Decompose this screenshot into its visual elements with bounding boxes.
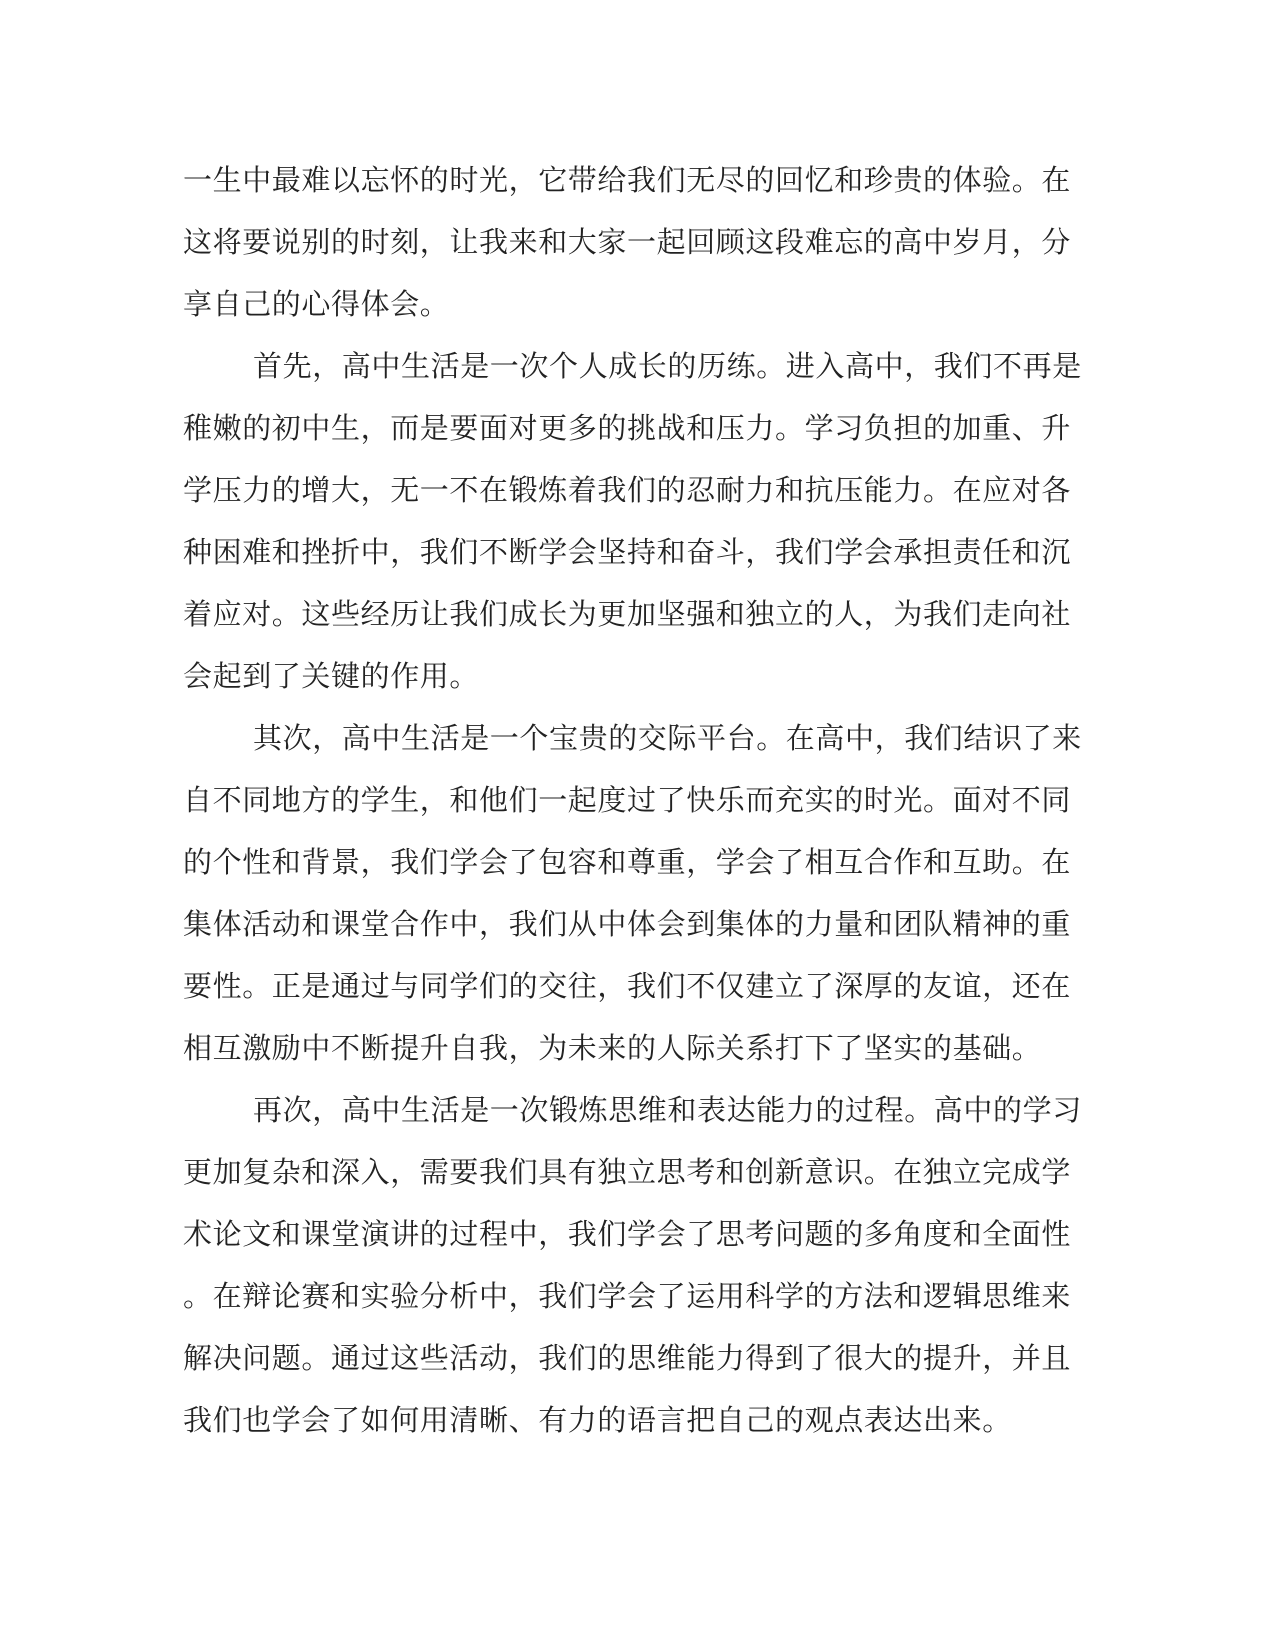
- text-line: 会起到了关键的作用。: [183, 659, 480, 693]
- text-line: 相互激励中不断提升自我，为未来的人际关系打下了坚实的基础。: [183, 1031, 1042, 1065]
- text-line: 着应对。这些经历让我们成长为更加坚强和独立的人，为我们走向社: [183, 597, 1072, 631]
- text-line: 一生中最难以忘怀的时光，它带给我们无尽的回忆和珍贵的体验。在: [183, 163, 1072, 197]
- text-line: 术论文和课堂演讲的过程中，我们学会了思考问题的多角度和全面性: [183, 1217, 1072, 1251]
- text-line: 更加复杂和深入，需要我们具有独立思考和创新意识。在独立完成学: [183, 1155, 1072, 1189]
- text-line: 。在辩论赛和实验分析中，我们学会了运用科学的方法和逻辑思维来: [183, 1279, 1072, 1313]
- text-line: 享自己的心得体会。: [183, 287, 450, 321]
- text-line: 要性。正是通过与同学们的交往，我们不仅建立了深厚的友谊，还在: [183, 969, 1072, 1003]
- text-line: 集体活动和课堂合作中，我们从中体会到集体的力量和团队精神的重: [183, 907, 1072, 941]
- text-line: 学压力的增大，无一不在锻炼着我们的忍耐力和抗压能力。在应对各: [183, 473, 1072, 507]
- text-line: 种困难和挫折中，我们不断学会坚持和奋斗，我们学会承担责任和沉: [183, 535, 1072, 569]
- text-line: 自不同地方的学生，和他们一起度过了快乐而充实的时光。面对不同: [183, 783, 1072, 817]
- paragraph-first-line: 首先，高中生活是一次个人成长的历练。进入高中，我们不再是: [253, 349, 1082, 383]
- text-line: 这将要说别的时刻，让我来和大家一起回顾这段难忘的高中岁月，分: [183, 225, 1072, 259]
- paragraph-first-line: 其次，高中生活是一个宝贵的交际平台。在高中，我们结识了来: [253, 721, 1082, 755]
- document-body: [183, 162, 1082, 1464]
- text-line: 的个性和背景，我们学会了包容和尊重，学会了相互合作和互助。在: [183, 845, 1072, 879]
- text-line: 解决问题。通过这些活动，我们的思维能力得到了很大的提升，并且: [183, 1341, 1072, 1375]
- paragraph-first-line: 再次，高中生活是一次锻炼思维和表达能力的过程。高中的学习: [253, 1093, 1082, 1127]
- text-line: 我们也学会了如何用清晰、有力的语言把自己的观点表达出来。: [183, 1403, 1012, 1437]
- text-line: 稚嫩的初中生，而是要面对更多的挑战和压力。学习负担的加重、升: [183, 411, 1072, 445]
